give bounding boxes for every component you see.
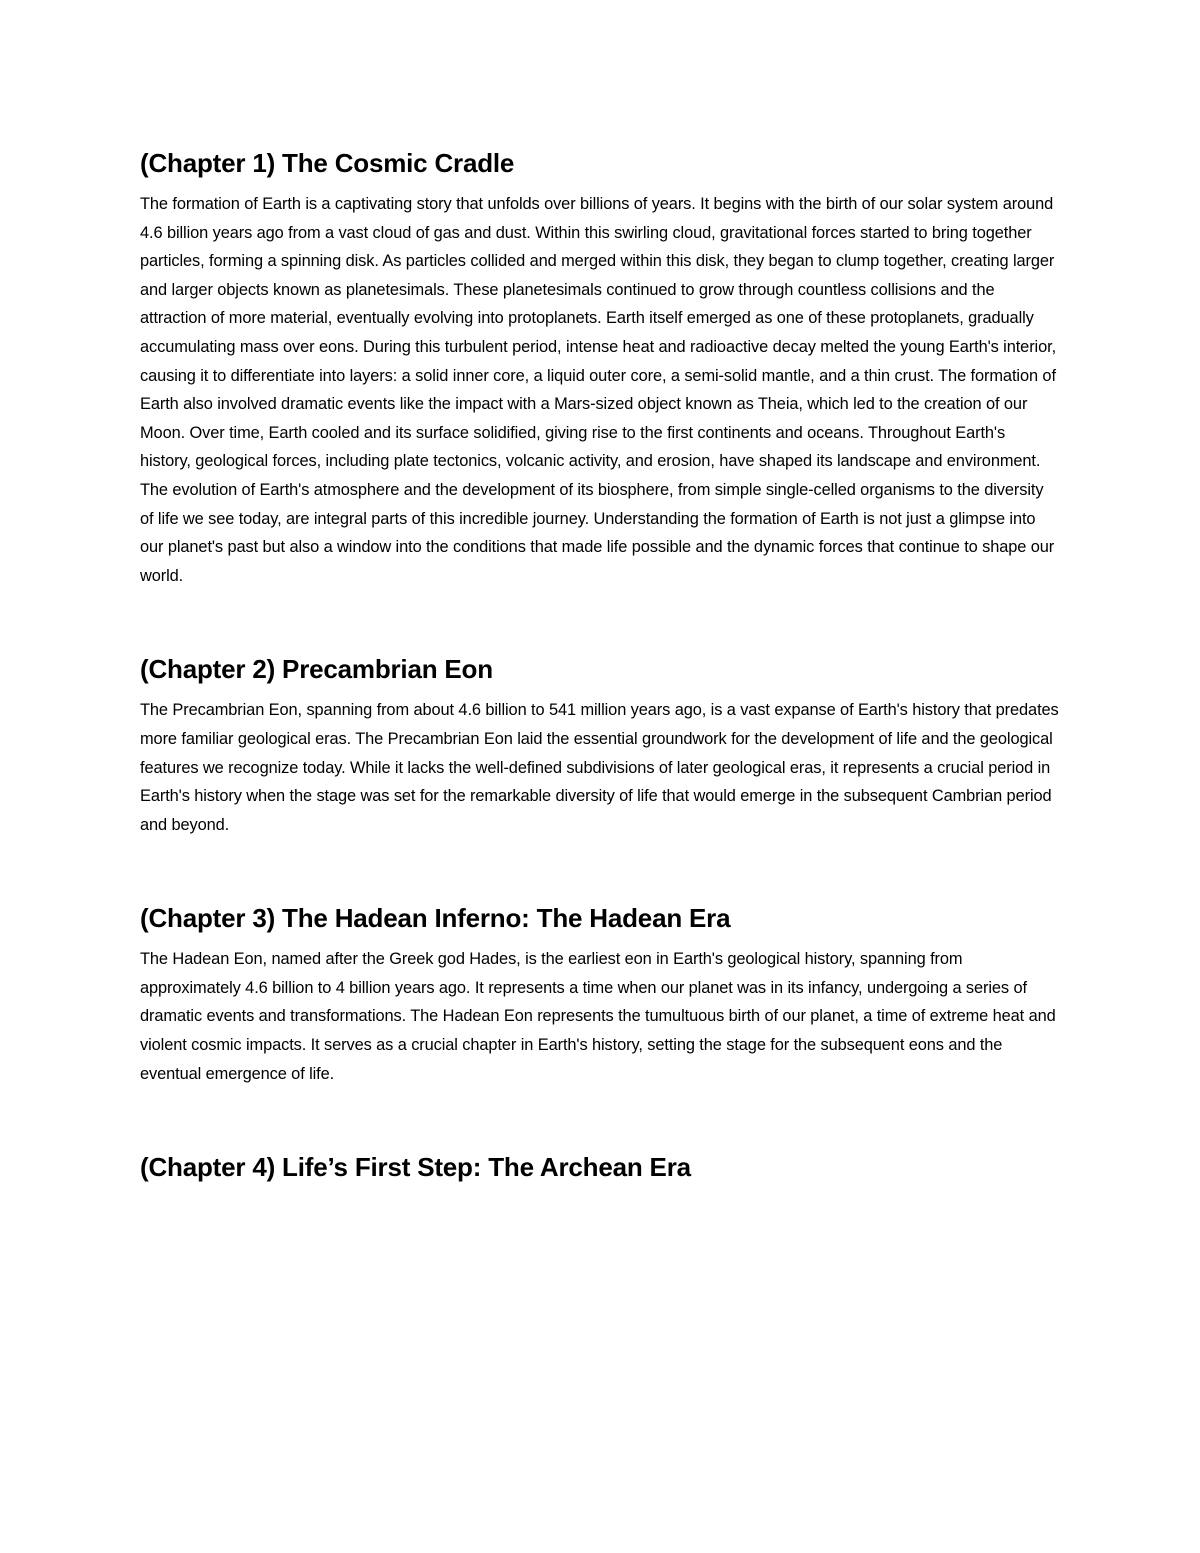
chapter-3-body: The Hadean Eon, named after the Greek god Hades, is the earliest eon in Earth's geological history, spanning from approximately 4.6 billion to 4 billion years ago. It represents a time when our planet was in its infancy, undergoing a series of dramatic events and transformations. The Hadean Eon represents the tumultuous birth of our planet, a time of extreme heat and violent cosmic impacts. It serves as a crucial chapter in Earth's history, setting the stage for the subsequent eons and the eventual emergence of life. (140, 950, 1056, 1083)
chapter-4 (140, 1150, 1060, 1184)
chapter-1 (140, 146, 1060, 590)
chapter-2 (140, 652, 1060, 839)
chapter-3 (140, 901, 1060, 1088)
document-content (140, 146, 1060, 1184)
chapter-3-title: (Chapter 3) The Hadean Inferno: The Hadean Era (140, 903, 731, 934)
chapter-1-body: The formation of Earth is a captivating story that unfolds over billions of years. It begins with the birth of our solar system around 4.6 billion years ago from a vast cloud of gas and dust. Within this swirling cloud, gravitational forces started to bring together particles, forming a spinning disk. As particles collided and merged within this disk, they began to clump together, creating larger and larger objects known as planetesimals. These planetesimals continued to grow through countless collisions and the attraction of more material, eventually evolving into protoplanets. Earth itself emerged as one of these protoplanets, gradually accumulating mass over eons. During this turbulent period, intense heat and radioactive decay melted the young Earth's interior, causing it to differentiate into layers: a solid inner core, a liquid outer core, a semi-solid mantle, and a thin crust. The formation of Earth also involved dramatic events like the impact with a Mars-sized object known as Theia, which led to the creation of our Moon. Over time, Earth cooled and its surface solidified, giving rise to the first continents and oceans. Throughout Earth's history, geological forces, including plate tectonics, volcanic activity, and erosion, have shaped its landscape and environment. The evolution of Earth's atmosphere and the development of its biosphere, from simple single-celled organisms to the diversity of life we see today, are integral parts of this incredible journey. Understanding the formation of Earth is not just a glimpse into our planet's past but also a window into the conditions that made life possible and the dynamic forces that continue to shape our world. (140, 195, 1057, 585)
chapter-2-body: The Precambrian Eon, spanning from about 4.6 billion to 541 million years ago, is a vast expanse of Earth's history that predates more familiar geological eras. The Precambrian Eon laid the essential groundwork for the development of life and the geological features we recognize today. While it lacks the well-defined subdivisions of later geological eras, it represents a crucial period in Earth's history when the stage was set for the remarkable diversity of life that would emerge in the subsequent Cambrian period and beyond. (140, 701, 1059, 834)
chapter-4-title: (Chapter 4) Life’s First Step: The Archean Era (140, 1152, 691, 1183)
chapter-2-title: (Chapter 2) Precambrian Eon (140, 654, 493, 685)
chapter-1-title: (Chapter 1) The Cosmic Cradle (140, 148, 515, 178)
